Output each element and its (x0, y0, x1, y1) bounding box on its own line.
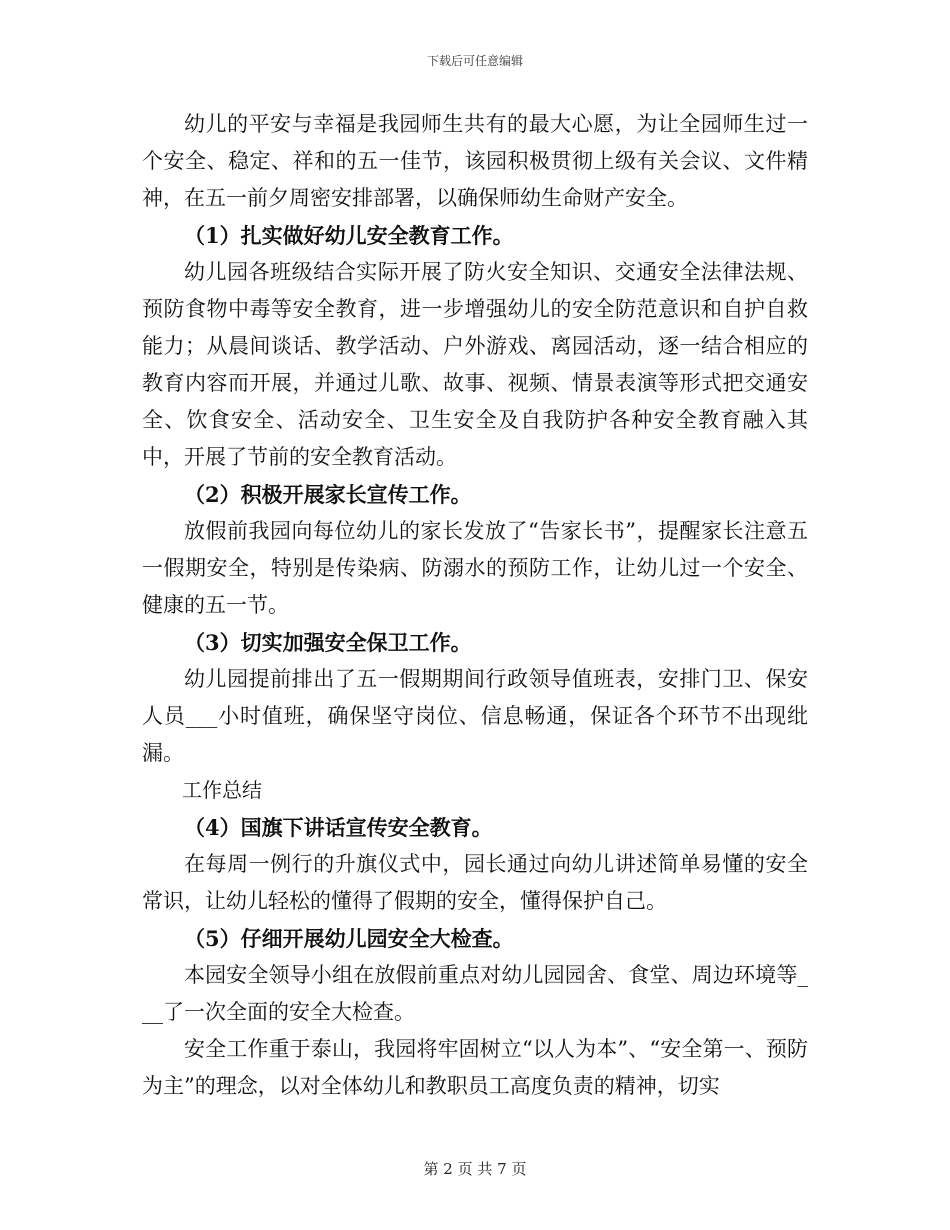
section-heading-1: （1）扎实做好幼儿安全教育工作。 (184, 223, 514, 248)
section-heading-2: （2）积极开展家长宣传工作。 (184, 482, 472, 507)
work-summary-label: 工作总结 (182, 778, 262, 802)
paragraph-safety-education: 幼儿园各班级结合实际开展了防火安全知识、交通安全法律法规、预防食物中毒等安全教育，进一步增强幼儿的安全防范意识和自护自救能力；从晨间谈话、教学活动、户外游戏、离园活动，逐一结合相应的教育内容而开展，并通过儿歌、故事、视频、情景表演等形式把交通安全、饮食安全、活动安全、卫生安全及自我防护各种安全教育融入其中，开展了节前的安全教育活动。 (142, 260, 808, 469)
document-body (142, 106, 808, 1105)
section-heading-3: （3）切实加强安全保卫工作。 (184, 630, 472, 655)
section-heading-5: （5）仔细开展幼儿园安全大检查。 (184, 926, 514, 951)
paragraph-intro: 幼儿的平安与幸福是我园师生共有的最大心愿，为让全园师生过一个安全、稳定、祥和的五一佳节，该园积极贯彻上级有关会议、文件精神，在五一前夕周密安排部署，以确保师幼生命财产安全。 (142, 112, 808, 210)
section-heading-4: （4）国旗下讲话宣传安全教育。 (184, 815, 493, 840)
paragraph-conclusion: 安全工作重于泰山，我园将牢固树立“以人为本”、“安全第一、预防为主”的理念，以对全体幼儿和教职员工高度负责的精神，切实 (142, 1037, 808, 1098)
paragraph-flag-speech: 在每周一例行的升旗仪式中，园长通过向幼儿讲述简单易懂的安全常识，让幼儿轻松的懂得了假期的安全，懂得保护自己。 (142, 852, 808, 913)
paragraph-inspection: 本园安全领导小组在放假前重点对幼儿园园舍、食堂、周边环境等___了一次全面的安全大检查。 (142, 963, 808, 1024)
page-number: 第 2 页 共 7 页 (423, 1160, 527, 1178)
paragraph-parent-publicity: 放假前我园向每位幼儿的家长发放了“告家长书”，提醒家长注意五一假期安全，特别是传染病、防溺水的预防工作，让幼儿过一个安全、健康的五一节。 (142, 519, 808, 617)
paragraph-security-duty: 幼儿园提前排出了五一假期期间行政领导值班表，安排门卫、保安人员___小时值班，确保坚守岗位、信息畅通，保证各个环节不出现纰漏。 (142, 667, 808, 765)
header-note: 下载后可任意编辑 (426, 54, 523, 68)
